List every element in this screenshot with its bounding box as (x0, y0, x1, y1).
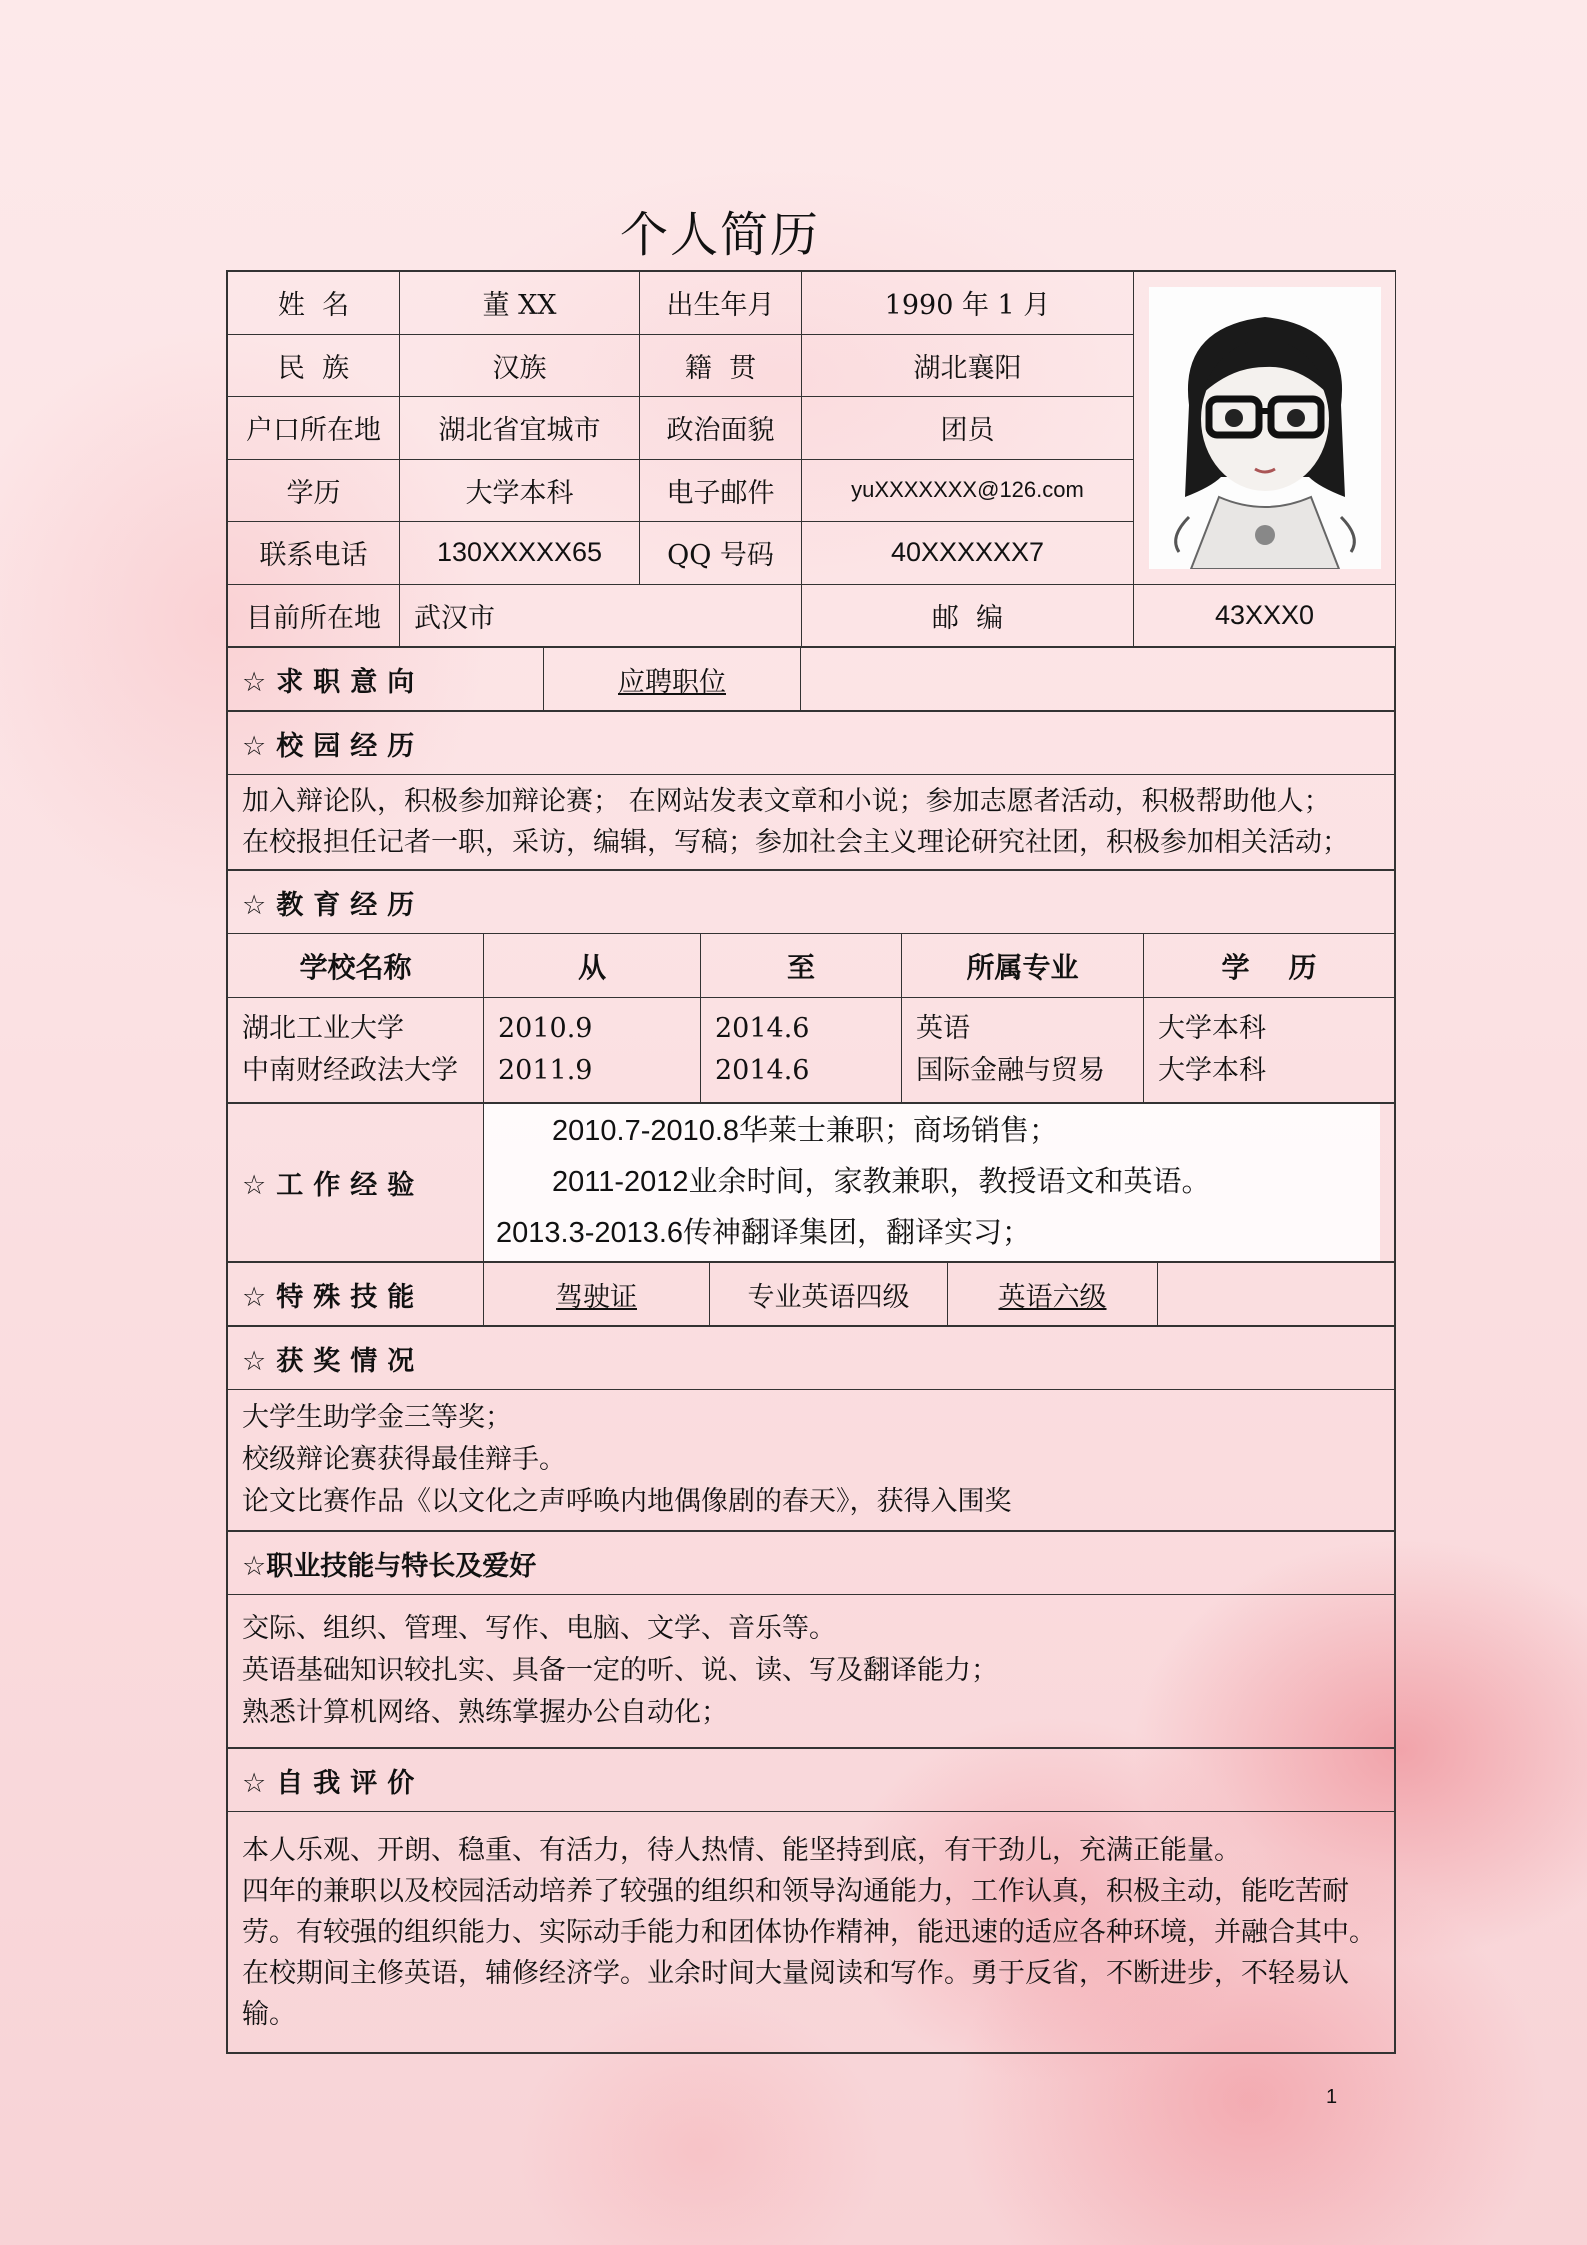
campus-label: 校园经历 (276, 730, 425, 762)
native-label: 籍 贯 (640, 334, 802, 397)
awards-heading (228, 1327, 1395, 1390)
star-icon: ☆ (242, 1767, 267, 1799)
work-table (227, 1103, 1395, 1262)
education-table (227, 870, 1395, 1103)
name-value: 董 XX (400, 272, 640, 335)
location-value: 武汉市 (400, 584, 802, 647)
location-label: 目前所在地 (228, 584, 400, 647)
hobby-line: 交际、组织、管理、写作、电脑、文学、音乐等。 (242, 1613, 836, 1644)
job-intention-table (227, 647, 1395, 711)
work-line: 2011-2012业余时间，家教兼职，教授语文和英语。 (552, 1166, 1211, 1198)
self-eval-label: 自我评价 (276, 1767, 425, 1799)
edu-header-degree: 学 历 (1144, 934, 1395, 998)
self-eval-content (228, 1812, 1395, 2053)
edu-header-to: 至 (701, 934, 902, 998)
postcode-label: 邮 编 (802, 584, 1134, 647)
awards-content (228, 1390, 1395, 1531)
photo-cell (1134, 272, 1396, 585)
education-level-label: 学历 (228, 459, 400, 522)
campus-line: 在校报担任记者一职，采访，编辑，写稿；参加社会主义理论研究社团，积极参加相关活动； (242, 827, 1349, 858)
hukou-label: 户口所在地 (228, 397, 400, 460)
hobbies-heading: ☆职业技能与特长及爱好 (228, 1532, 1395, 1595)
self-eval-table (227, 1748, 1395, 2053)
basic-info-table (227, 271, 1396, 647)
skills-heading (228, 1263, 484, 1326)
campus-content (228, 775, 1395, 870)
ethnicity-value: 汉族 (400, 334, 640, 397)
table-cell: 大学本科 (1158, 1013, 1266, 1044)
birth-value: 1990 年 1 月 (802, 272, 1134, 335)
awards-label: 获奖情况 (276, 1345, 425, 1377)
phone-label: 联系电话 (228, 522, 400, 585)
email-value: yuXXXXXXX@126.com (802, 459, 1134, 522)
award-line: 大学生助学金三等奖； (242, 1402, 512, 1433)
resume-table (226, 270, 1396, 2054)
skills-table (227, 1262, 1395, 1326)
hobbies-table (227, 1531, 1395, 1748)
hobby-line: 英语基础知识较扎实、具备一定的听、说、读、写及翻译能力； (242, 1655, 998, 1686)
qq-value: 40XXXXXX7 (802, 522, 1134, 585)
self-eval-line: 在校期间主修英语，辅修经济学。业余时间大量阅读和写作。勇于反省，不断进步，不轻易认 (242, 1957, 1349, 1989)
edu-header-school: 学校名称 (228, 934, 484, 998)
politics-value: 团员 (802, 397, 1134, 460)
qq-label: QQ 号码 (640, 522, 802, 585)
star-icon: ☆ (242, 666, 267, 698)
page-title: 个人简历 (619, 207, 820, 263)
table-cell: 2014.6 (715, 1013, 810, 1044)
job-intention-heading (228, 648, 544, 711)
edu-to (701, 998, 902, 1103)
education-heading (228, 871, 1395, 934)
table-cell: 大学本科 (1158, 1055, 1266, 1086)
hukou-value: 湖北省宜城市 (400, 397, 640, 460)
work-line: 2013.3-2013.6传神翻译集团，翻译实习； (496, 1217, 1032, 1249)
edu-major (902, 998, 1144, 1103)
self-eval-line: 劳。有较强的组织能力、实际动手能力和团体协作精神，能迅速的适应各种环境，并融合其中。 (242, 1916, 1376, 1948)
award-line: 校级辩论赛获得最佳辩手。 (242, 1444, 566, 1475)
politics-label: 政治面貌 (640, 397, 802, 460)
work-label: 工作经验 (276, 1170, 425, 1201)
position-value: 应聘职位 (544, 648, 801, 711)
self-eval-line: 本人乐观、开朗、稳重、有活力，待人热情、能坚持到底，有干劲儿，充满正能量。 (242, 1834, 1241, 1866)
table-cell: 英语 (916, 1013, 970, 1044)
job-intention-label: 求职意向 (276, 666, 425, 698)
star-icon: ☆ (242, 1281, 267, 1313)
star-icon: ☆ (242, 1170, 267, 1201)
work-content (484, 1104, 1395, 1262)
edu-from (484, 998, 701, 1103)
skill-item: 英语六级 (948, 1263, 1158, 1326)
work-heading (228, 1104, 484, 1262)
edu-schools (228, 998, 484, 1103)
skills-label: 特殊技能 (276, 1281, 425, 1313)
ethnicity-label: 民 族 (228, 334, 400, 397)
awards-table (227, 1326, 1395, 1531)
campus-table (227, 711, 1395, 870)
star-icon: ☆ (242, 730, 267, 762)
native-value: 湖北襄阳 (802, 334, 1134, 397)
name-label: 姓 名 (228, 272, 400, 335)
cartoon-girl-icon (1149, 287, 1381, 569)
table-cell: 湖北工业大学 (242, 1013, 404, 1044)
phone-value: 130XXXXX65 (400, 522, 640, 585)
self-eval-line: 四年的兼职以及校园活动培养了较强的组织和领导沟通能力，工作认真，积极主动，能吃苦耐 (242, 1875, 1349, 1907)
skill-item: 驾驶证 (484, 1263, 710, 1326)
campus-heading (228, 712, 1395, 775)
skill-item: 专业英语四级 (710, 1263, 948, 1326)
empty-cell (801, 648, 1395, 711)
table-cell: 2011.9 (498, 1055, 593, 1086)
campus-line: 加入辩论队，积极参加辩论赛； 在网站发表文章和小说；参加志愿者活动，积极帮助他人； (242, 786, 1331, 817)
edu-header-major: 所属专业 (902, 934, 1144, 998)
table-cell: 2014.6 (715, 1055, 810, 1086)
table-cell: 中南财经政法大学 (242, 1055, 458, 1086)
self-eval-heading (228, 1749, 1395, 1812)
empty-cell (1158, 1263, 1395, 1326)
table-cell: 2010.9 (498, 1013, 593, 1044)
work-line: 2010.7-2010.8华莱士兼职；商场销售； (552, 1115, 1059, 1147)
education-level-value: 大学本科 (400, 459, 640, 522)
self-eval-line: 输。 (242, 1998, 296, 2030)
postcode-value: 43XXX0 (1134, 584, 1396, 647)
award-line: 论文比赛作品《以文化之声呼唤内地偶像剧的春天》，获得入围奖 (242, 1486, 1012, 1517)
star-icon: ☆ (242, 889, 267, 921)
education-label: 教育经历 (276, 889, 425, 921)
star-icon: ☆ (242, 1345, 267, 1377)
edu-header-from: 从 (484, 934, 701, 998)
email-label: 电子邮件 (640, 459, 802, 522)
hobbies-content (228, 1595, 1395, 1748)
avatar (1149, 287, 1381, 569)
table-cell: 国际金融与贸易 (916, 1055, 1105, 1086)
hobby-line: 熟悉计算机网络、熟练掌握办公自动化； (242, 1697, 728, 1728)
page-number: 1 (1326, 2086, 1338, 2108)
birth-label: 出生年月 (640, 272, 802, 335)
edu-degree (1144, 998, 1395, 1103)
